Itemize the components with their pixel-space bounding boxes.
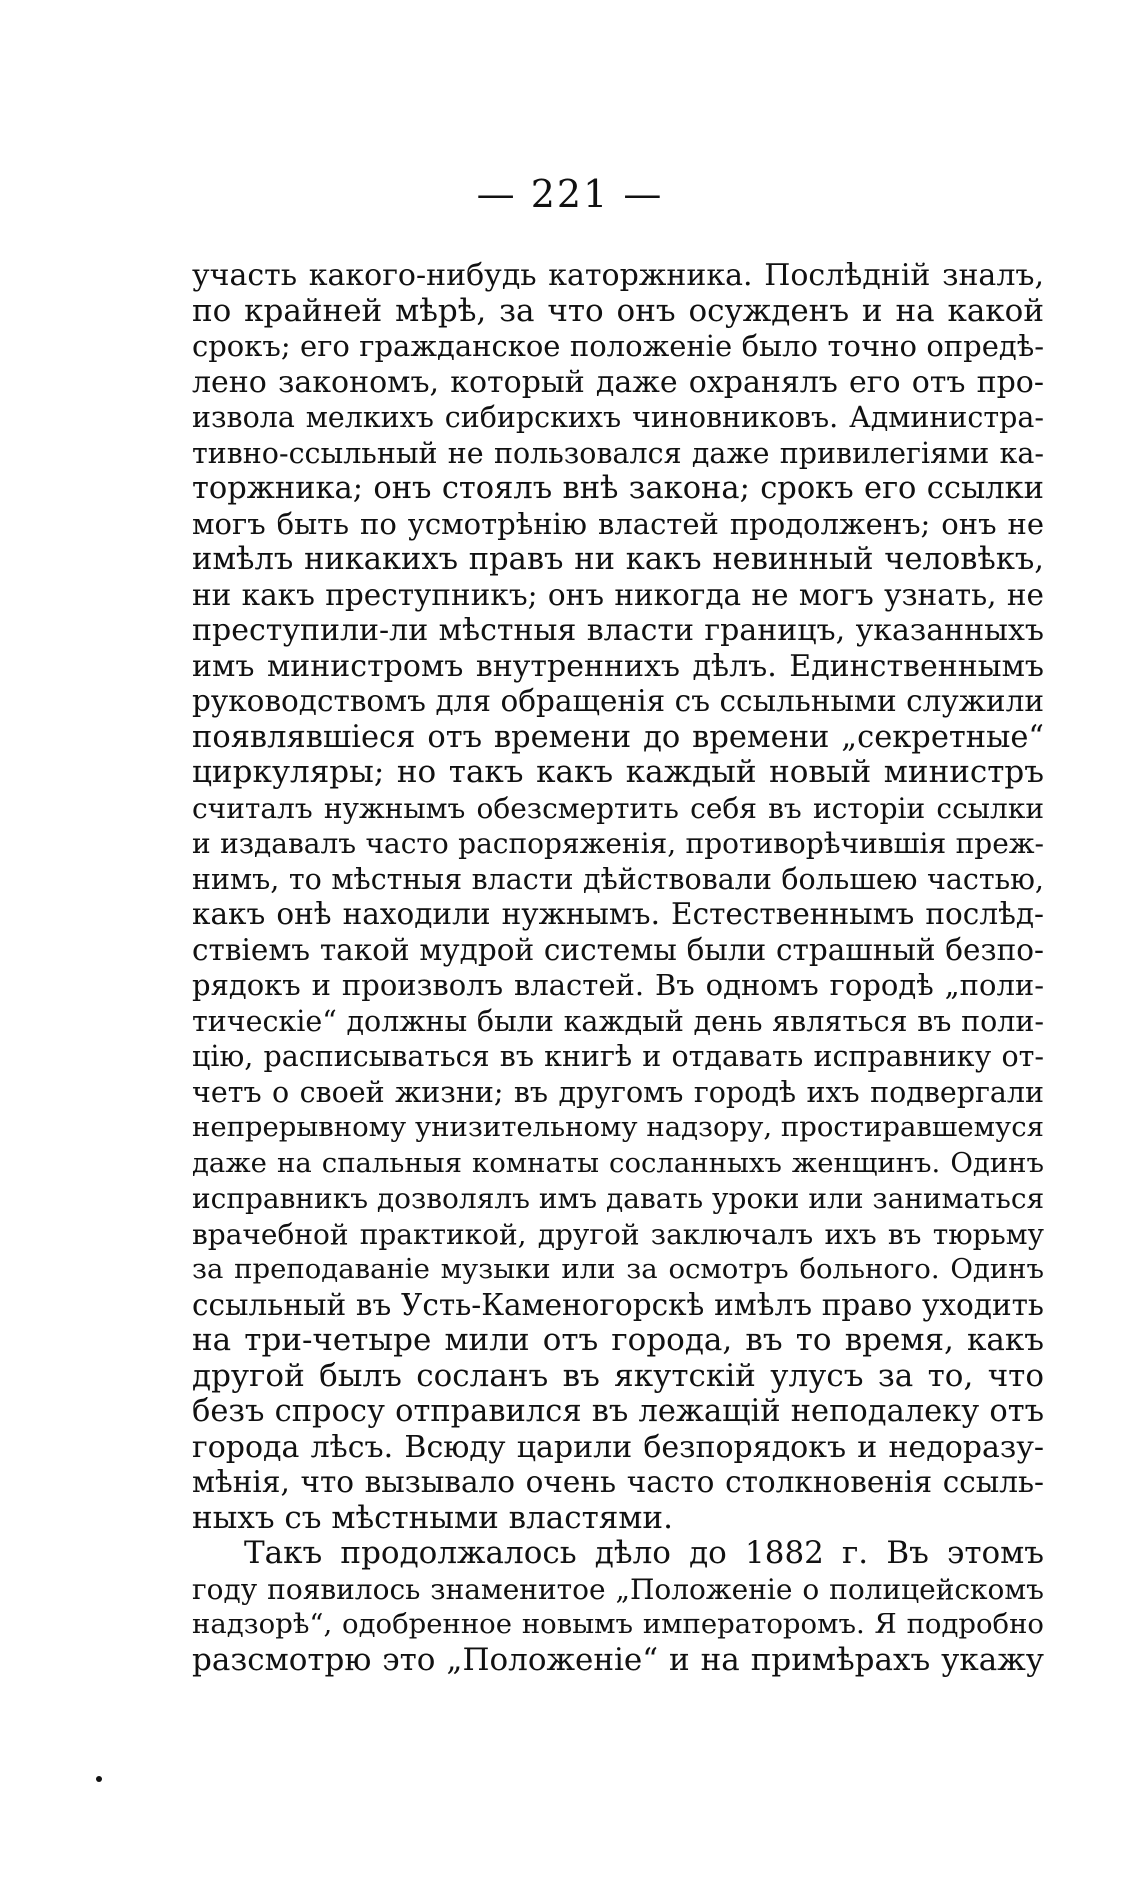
ink-speck (96, 1776, 102, 1782)
text-line: другой былъ сосланъ въ якутскiй улусъ за то, что (192, 1357, 1044, 1394)
text-line: какъ онѣ находили нужнымъ. Естественнымъ послѣд- (192, 897, 1044, 931)
text-line: имѣлъ никакихъ правъ ни какъ невинный человѣкъ, (192, 542, 1044, 577)
text-line: срокъ; его гражданское положенiе было точно опредѣ- (192, 329, 1044, 363)
text-line: могъ быть по усмотрѣнiю властей продолженъ; онъ не (192, 506, 1044, 541)
text-line: рядокъ и произволъ властей. Въ одномъ городѣ „поли- (192, 968, 1044, 1002)
text-line: города лѣсъ. Всюду царили безпорядокъ и недоразу- (192, 1429, 1044, 1465)
text-line: участь какого-нибудь каторжника. Послѣднiй зналъ, (192, 258, 1044, 293)
text-line: считалъ нужнымъ обезсмертить себя въ исторiи ссылки (192, 791, 1044, 825)
text-line: извола мелкихъ сибирскихъ чиновниковъ. Администра- (192, 401, 1044, 434)
text-line: и издавалъ часто распоряженiя, противорѣчившiя преж- (192, 827, 1044, 860)
text-line: году появилось знаменитое „Положенiе о полицейскомъ (192, 1572, 1044, 1606)
text-line: тическiе“ должны были каждый день являться въ поли- (192, 1004, 1044, 1038)
text-line: торжника; онъ стоялъ внѣ закона; срокъ его ссылки (192, 471, 1044, 506)
page-number: — 221 — (476, 172, 664, 216)
text-line: врачебной практикой, другой заключалъ ихъ въ тюрьму (192, 1217, 1044, 1251)
text-line: тивно-ссыльный не пользовался даже привилегiями ка- (192, 436, 1044, 470)
text-line: нимъ, то мѣстныя власти дѣйствовали большею частью, (192, 862, 1044, 896)
text-line: руководствомъ для обращенiя съ ссыльными служили (192, 684, 1044, 718)
text-line: по крайней мѣрѣ, за что онъ осужденъ и на какой (192, 292, 1044, 329)
text-line: за преподаванiе музыки или за осмотръ больного. Одинъ (192, 1253, 1044, 1285)
text-line: даже на спальныя комнаты сосланныхъ женщинъ. Одинъ (192, 1146, 1044, 1179)
text-line: разсмотрю это „Положенiе“ и на примѣрахъ укажу (192, 1641, 1044, 1678)
text-line: четъ о своей жизни; въ другомъ городѣ ихъ подвергали (192, 1075, 1044, 1109)
text-line: безъ спросу отправился въ лежащiй неподалеку отъ (192, 1394, 1044, 1429)
paragraph-start-line: Такъ продолжалось дѣло до 1882 г. Въ этомъ (244, 1535, 1044, 1571)
text-line: циркуляры; но такъ какъ каждый новый министръ (192, 754, 1044, 790)
text-line: ссыльный въ Усть-Каменогорскѣ имѣлъ право уходить (192, 1287, 1044, 1322)
text-line: преступили-ли мѣстныя власти границъ, указанныхъ (192, 613, 1044, 648)
text-line: непрерывному унизительному надзору, простиравшемуся (192, 1111, 1044, 1143)
text-line: мѣнiя, что вызывало очень часто столкновенiя ссыль- (192, 1465, 1044, 1499)
text-line: ствiемъ такой мудрой системы были страшный безпо- (192, 932, 1044, 967)
text-line: на три-четыре мили отъ города, въ то время, какъ (192, 1322, 1044, 1358)
paragraph-end-line: ныхъ съ мѣстными властями. (192, 1499, 673, 1536)
text-line: появлявшiеся отъ времени до времени „секретные“ (192, 719, 1044, 755)
text-line: исправникъ дозволялъ имъ давать уроки или заниматься (192, 1182, 1045, 1215)
text-line: имъ министромъ внутреннихъ дѣлъ. Единственнымъ (192, 648, 1044, 684)
text-line: ни какъ преступникъ; онъ никогда не могъ узнать, не (192, 577, 1044, 612)
body-text (192, 258, 1044, 1678)
text-line: цiю, расписываться въ книгѣ и отдавать исправнику от- (192, 1040, 1044, 1073)
text-line: лено закономъ, который даже охранялъ его отъ про- (192, 364, 1044, 400)
text-line: надзорѣ“, одобренное новымъ императоромъ. Я подробно (192, 1608, 1044, 1640)
